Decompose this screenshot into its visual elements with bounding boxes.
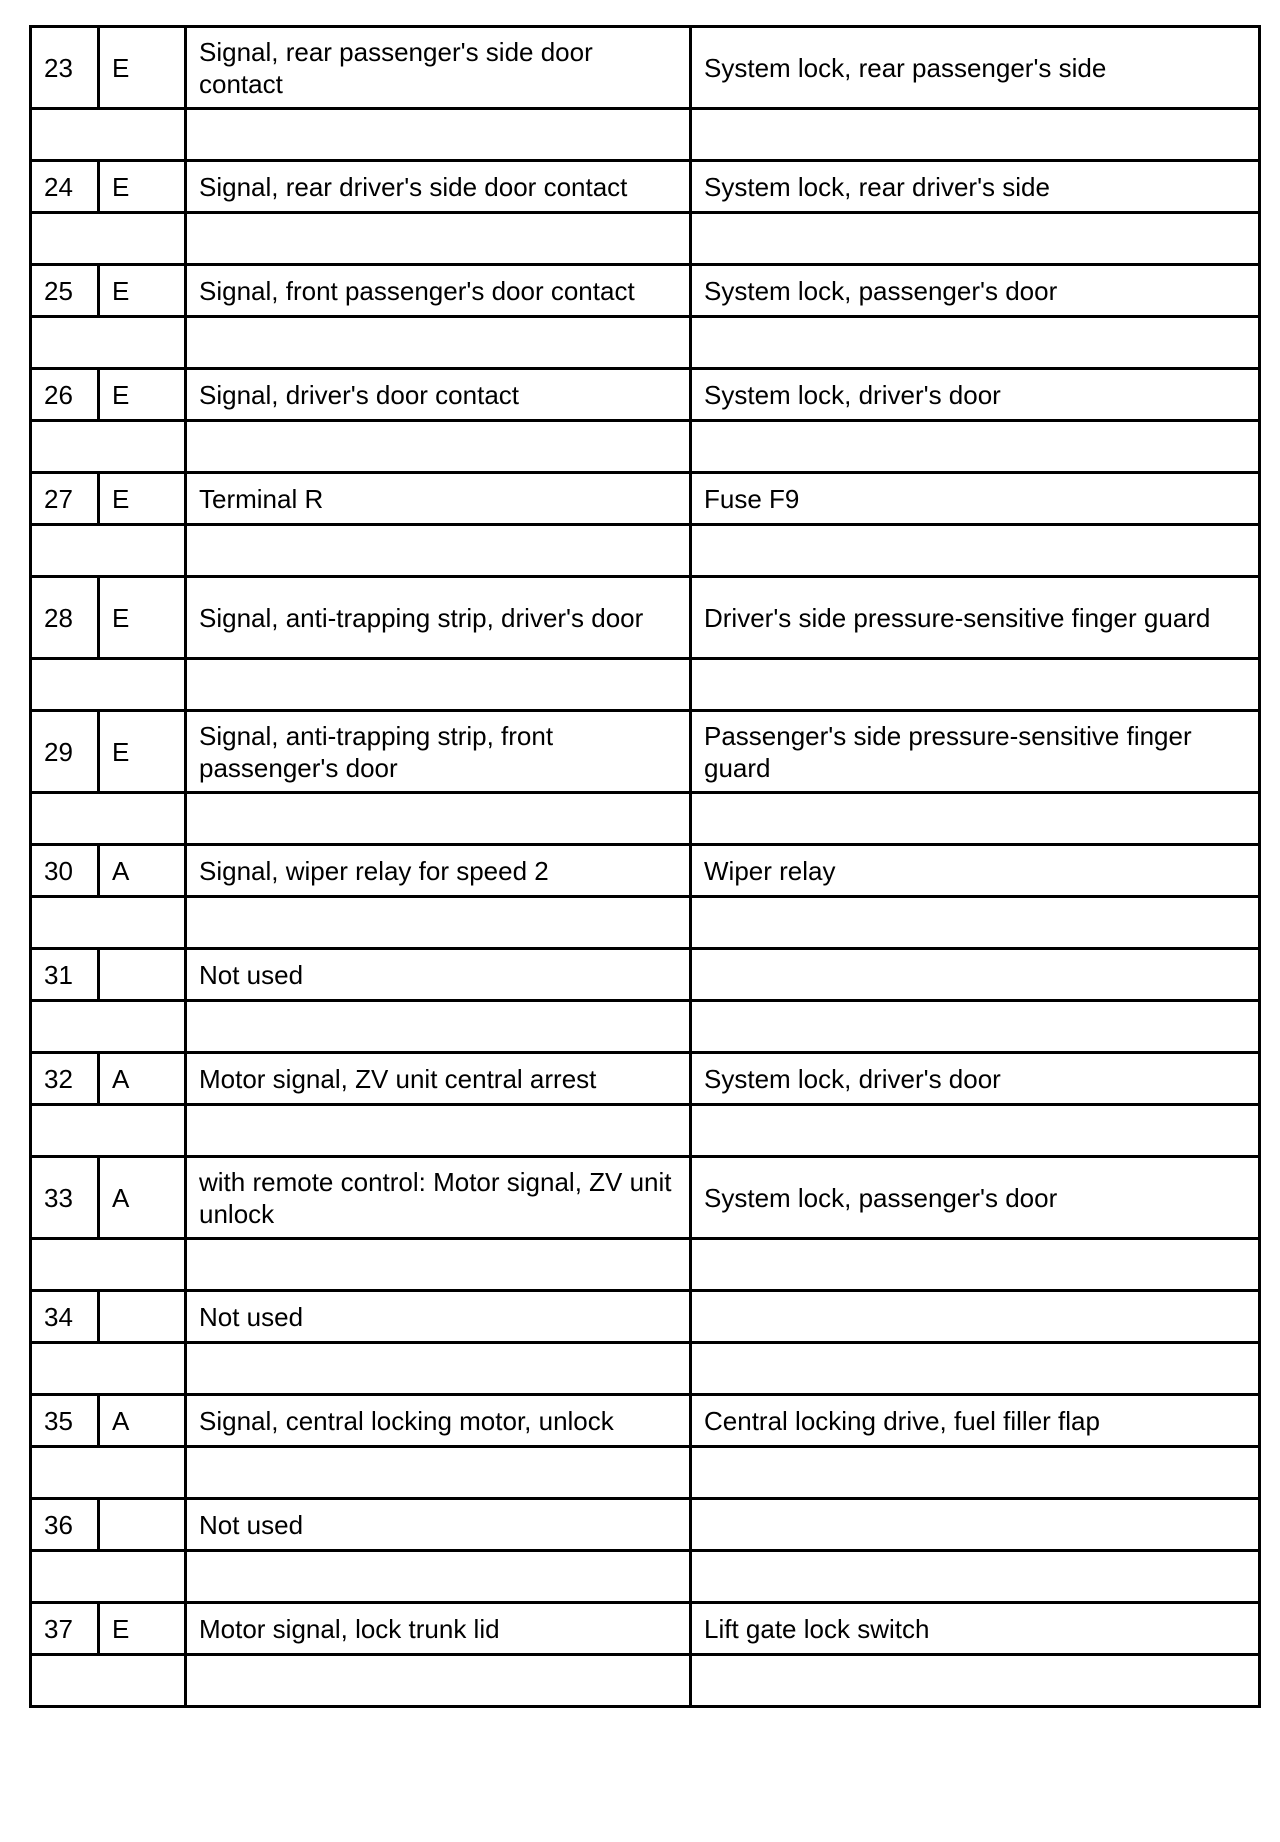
spacer-cell	[691, 213, 1260, 265]
spacer-cell	[186, 213, 691, 265]
component-cell	[691, 1291, 1260, 1343]
io-cell: E	[99, 161, 186, 213]
io-cell	[99, 1291, 186, 1343]
table-row	[31, 27, 1260, 109]
io-cell: E	[99, 711, 186, 793]
spacer-row	[31, 793, 1260, 845]
description-cell: Motor signal, ZV unit central arrest	[186, 1053, 691, 1105]
spacer-cell	[186, 421, 691, 473]
component-cell: System lock, passenger's door	[691, 265, 1260, 317]
pin-cell: 23	[31, 27, 99, 109]
spacer-cell	[691, 1551, 1260, 1603]
pin-cell: 27	[31, 473, 99, 525]
pin-cell: 37	[31, 1603, 99, 1655]
spacer-cell	[186, 1551, 691, 1603]
spacer-cell	[31, 421, 186, 473]
spacer-cell	[691, 1343, 1260, 1395]
description-cell: Signal, central locking motor, unlock	[186, 1395, 691, 1447]
description-cell: Motor signal, lock trunk lid	[186, 1603, 691, 1655]
table-row	[31, 1291, 1260, 1343]
component-cell: System lock, passenger's door	[691, 1157, 1260, 1239]
spacer-row	[31, 525, 1260, 577]
table-row	[31, 1603, 1260, 1655]
table-row	[31, 265, 1260, 317]
spacer-cell	[186, 109, 691, 161]
io-cell: E	[99, 1603, 186, 1655]
spacer-cell	[691, 793, 1260, 845]
spacer-cell	[186, 317, 691, 369]
spacer-cell	[31, 897, 186, 949]
pin-cell: 29	[31, 711, 99, 793]
io-cell	[99, 1499, 186, 1551]
pin-cell: 28	[31, 577, 99, 659]
pin-cell: 30	[31, 845, 99, 897]
table-row	[31, 161, 1260, 213]
table-row	[31, 1499, 1260, 1551]
description-cell: Signal, anti-trapping strip, front passenger's door	[186, 711, 691, 793]
pin-cell: 33	[31, 1157, 99, 1239]
pin-cell: 26	[31, 369, 99, 421]
description-cell: Signal, rear passenger's side door contact	[186, 27, 691, 109]
io-cell: A	[99, 1157, 186, 1239]
description-cell: Signal, wiper relay for speed 2	[186, 845, 691, 897]
component-cell	[691, 949, 1260, 1001]
spacer-cell	[186, 1447, 691, 1499]
pin-cell: 36	[31, 1499, 99, 1551]
spacer-row	[31, 1343, 1260, 1395]
table-row	[31, 473, 1260, 525]
component-cell: System lock, driver's door	[691, 1053, 1260, 1105]
component-cell: Lift gate lock switch	[691, 1603, 1260, 1655]
spacer-cell	[31, 1239, 186, 1291]
spacer-cell	[186, 897, 691, 949]
component-cell: System lock, driver's door	[691, 369, 1260, 421]
spacer-cell	[31, 1447, 186, 1499]
spacer-cell	[31, 213, 186, 265]
table-row	[31, 1157, 1260, 1239]
spacer-cell	[691, 421, 1260, 473]
spacer-cell	[31, 659, 186, 711]
io-cell: A	[99, 1053, 186, 1105]
spacer-row	[31, 317, 1260, 369]
spacer-cell	[691, 109, 1260, 161]
io-cell: E	[99, 369, 186, 421]
spacer-cell	[31, 1655, 186, 1707]
spacer-cell	[186, 659, 691, 711]
spacer-cell	[31, 317, 186, 369]
spacer-cell	[31, 1001, 186, 1053]
pin-assignment-table	[29, 25, 1261, 1708]
spacer-cell	[186, 1239, 691, 1291]
spacer-row	[31, 421, 1260, 473]
spacer-cell	[186, 525, 691, 577]
description-cell: Not used	[186, 949, 691, 1001]
component-cell	[691, 1499, 1260, 1551]
spacer-row	[31, 109, 1260, 161]
spacer-cell	[31, 525, 186, 577]
spacer-cell	[31, 1551, 186, 1603]
table-row	[31, 845, 1260, 897]
component-cell: Wiper relay	[691, 845, 1260, 897]
io-cell: A	[99, 845, 186, 897]
description-cell: Signal, anti-trapping strip, driver's door	[186, 577, 691, 659]
component-cell: System lock, rear passenger's side	[691, 27, 1260, 109]
spacer-cell	[691, 1655, 1260, 1707]
spacer-cell	[691, 897, 1260, 949]
io-cell: E	[99, 27, 186, 109]
spacer-cell	[186, 1343, 691, 1395]
spacer-cell	[31, 109, 186, 161]
table-row	[31, 711, 1260, 793]
spacer-cell	[691, 525, 1260, 577]
io-cell: E	[99, 473, 186, 525]
spacer-cell	[186, 1001, 691, 1053]
spacer-cell	[691, 1001, 1260, 1053]
spacer-row	[31, 1105, 1260, 1157]
pin-cell: 35	[31, 1395, 99, 1447]
spacer-cell	[31, 1105, 186, 1157]
spacer-cell	[691, 317, 1260, 369]
spacer-cell	[31, 793, 186, 845]
component-cell: System lock, rear driver's side	[691, 161, 1260, 213]
spacer-cell	[31, 1343, 186, 1395]
description-cell: Terminal R	[186, 473, 691, 525]
pin-cell: 32	[31, 1053, 99, 1105]
pin-cell: 25	[31, 265, 99, 317]
spacer-cell	[691, 659, 1260, 711]
io-cell: A	[99, 1395, 186, 1447]
spacer-cell	[691, 1105, 1260, 1157]
spacer-cell	[691, 1447, 1260, 1499]
spacer-row	[31, 213, 1260, 265]
description-cell: Signal, front passenger's door contact	[186, 265, 691, 317]
spacer-cell	[691, 1239, 1260, 1291]
component-cell: Central locking drive, fuel filler flap	[691, 1395, 1260, 1447]
component-cell: Driver's side pressure-sensitive finger guard	[691, 577, 1260, 659]
pin-cell: 31	[31, 949, 99, 1001]
pin-cell: 34	[31, 1291, 99, 1343]
table-row	[31, 1395, 1260, 1447]
spacer-cell	[186, 793, 691, 845]
description-cell: Signal, rear driver's side door contact	[186, 161, 691, 213]
spacer-row	[31, 897, 1260, 949]
spacer-row	[31, 1551, 1260, 1603]
pin-cell: 24	[31, 161, 99, 213]
spacer-cell	[186, 1655, 691, 1707]
spacer-row	[31, 659, 1260, 711]
description-cell: Signal, driver's door contact	[186, 369, 691, 421]
description-cell: Not used	[186, 1499, 691, 1551]
io-cell: E	[99, 265, 186, 317]
table-row	[31, 1053, 1260, 1105]
component-cell: Passenger's side pressure-sensitive finger guard	[691, 711, 1260, 793]
spacer-cell	[186, 1105, 691, 1157]
table-row	[31, 949, 1260, 1001]
io-cell: E	[99, 577, 186, 659]
spacer-row	[31, 1447, 1260, 1499]
io-cell	[99, 949, 186, 1001]
spacer-row	[31, 1001, 1260, 1053]
table-row	[31, 577, 1260, 659]
component-cell: Fuse F9	[691, 473, 1260, 525]
spacer-row	[31, 1655, 1260, 1707]
spacer-row	[31, 1239, 1260, 1291]
table-body	[31, 27, 1260, 1707]
description-cell: Not used	[186, 1291, 691, 1343]
table-row	[31, 369, 1260, 421]
description-cell: with remote control: Motor signal, ZV unit unlock	[186, 1157, 691, 1239]
